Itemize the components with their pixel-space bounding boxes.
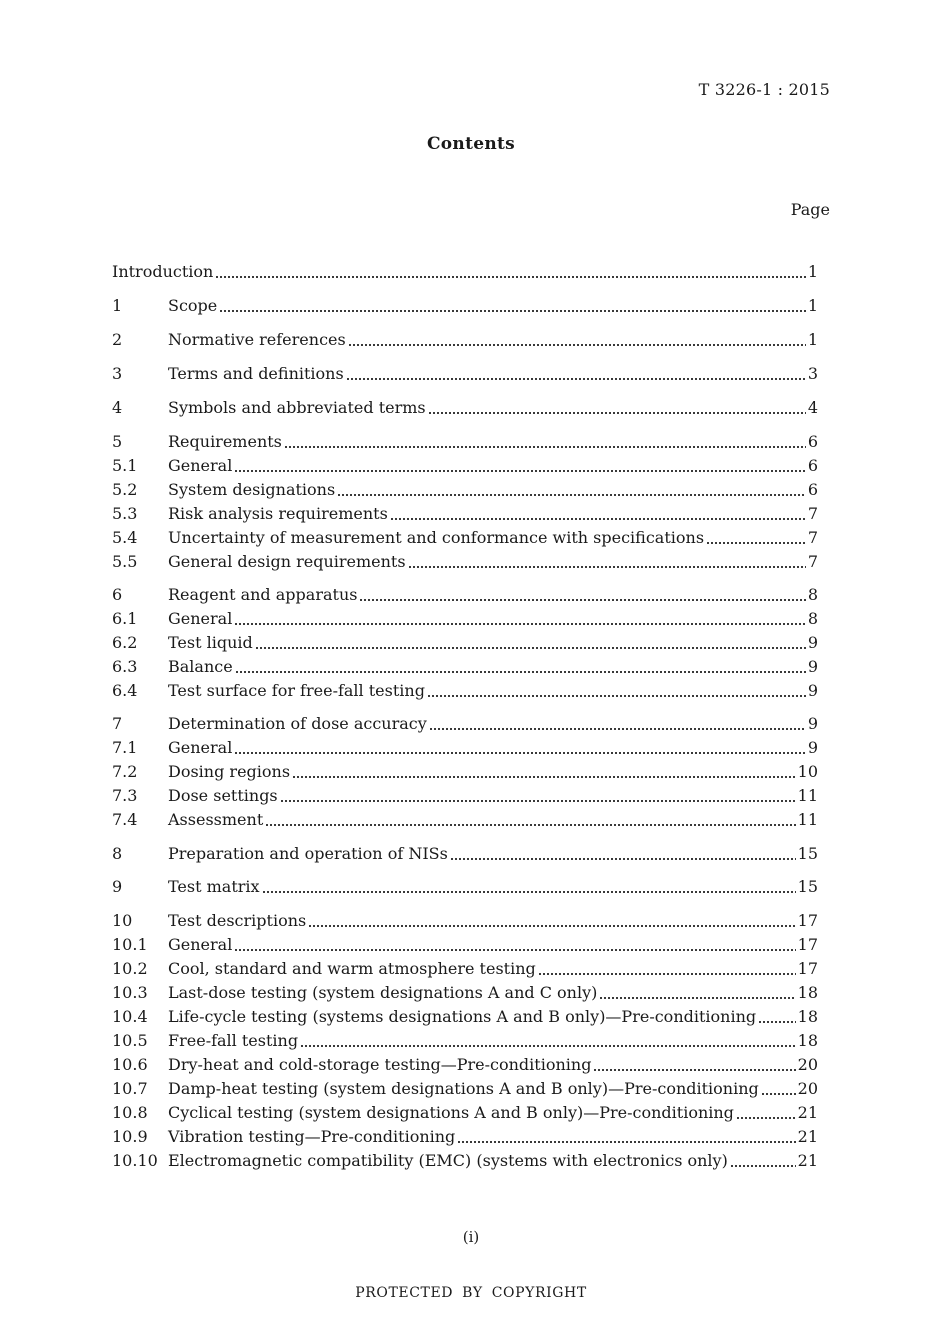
toc-entry[interactable] [112,363,818,385]
page-column-heading: Page [790,200,830,219]
toc-entry-title: General design requirements [168,552,406,571]
toc-section-number: 6.4 [112,681,138,700]
toc-entry[interactable] [112,737,818,759]
dot-leader [337,483,806,497]
dot-leader [736,1106,796,1120]
toc-section-number: 5.4 [112,528,138,547]
toc-entry-title: Uncertainty of measurement and conformance with specifications [168,528,705,547]
toc-entry-title: Symbols and abbreviated terms [168,398,426,417]
toc-section-number: 7.1 [112,738,138,757]
dot-leader [706,531,806,545]
toc-entry[interactable] [112,397,818,419]
toc-page-number: 18 [797,1007,818,1026]
toc-entry-title: System designations [168,480,336,499]
toc-entry-title: Test liquid [168,633,253,652]
toc-section-number: 10.8 [112,1103,148,1122]
toc-entry-title: Life-cycle testing (systems designations A and B only)—Pre-conditioning [168,1007,757,1026]
dot-leader [599,986,795,1000]
toc-entry-title: Test surface for free-fall testing [168,681,425,700]
toc-entry-title: General [168,738,233,757]
toc-entry[interactable] [112,479,818,501]
toc-entry[interactable] [112,455,818,477]
dot-leader [234,612,805,626]
toc-entry-title: General [168,456,233,475]
toc-entry-title: Dose settings [168,786,278,805]
toc-entry-title: Scope [168,296,218,315]
toc-page-number: 9 [807,738,818,757]
toc-entry[interactable] [112,1102,818,1124]
toc-entry-title: Reagent and apparatus [168,585,358,604]
dot-leader [262,880,796,894]
toc-entry-title: Dosing regions [168,762,291,781]
toc-entry[interactable] [112,910,818,932]
toc-entry-title: Electromagnetic compatibility (EMC) (systems with electronics only) [168,1151,728,1170]
toc-section-number: 5.3 [112,504,138,523]
toc-entry[interactable] [112,1150,818,1172]
toc-section-number: 10.2 [112,959,148,978]
dot-leader [284,435,806,449]
toc-entry-title: Normative references [168,330,346,349]
toc-entry[interactable] [112,958,818,980]
toc-section-number: 6.1 [112,609,138,628]
toc-section-number: 3 [112,364,123,383]
footer-page-number: (i) [462,1228,480,1246]
dot-leader [457,1130,795,1144]
toc-entry-title: Preparation and operation of NISs [168,844,448,863]
toc-entry[interactable] [112,632,818,654]
toc-entry-title: Last-dose testing (system designations A and C only) [168,983,598,1002]
toc-section-number: 10.4 [112,1007,148,1026]
dot-leader [346,367,806,381]
toc-section-number: 8 [112,844,123,863]
toc-page-number: 10 [797,762,818,781]
toc-entry[interactable] [112,680,818,702]
toc-section-number: 4 [112,398,123,417]
toc-section-number: 10.3 [112,983,148,1002]
toc-page-number: 21 [797,1127,818,1146]
toc-entry[interactable] [112,584,818,606]
dot-leader [730,1154,796,1168]
toc-section-number: 10.5 [112,1031,148,1050]
toc-section-number: 1 [112,296,123,315]
toc-entry[interactable] [112,982,818,1004]
toc-section-number: 6.2 [112,633,138,652]
dot-leader [234,741,805,755]
toc-page-number: 15 [797,844,818,863]
toc-section-number: 10.6 [112,1055,148,1074]
toc-page-number: 21 [797,1103,818,1122]
dot-leader [428,401,806,415]
dot-leader [300,1034,796,1048]
toc-page-number: 6 [807,480,818,499]
toc-entry-title: Vibration testing—Pre-conditioning [168,1127,456,1146]
toc-page-number: 7 [807,528,818,547]
toc-entry-title: Test matrix [168,877,260,896]
toc-entry[interactable] [112,551,818,573]
dot-leader [235,660,806,674]
toc-page-number: 20 [797,1055,818,1074]
dot-leader [408,555,806,569]
page-title: Contents [426,134,516,154]
toc-page-number: 17 [797,911,818,930]
toc-section-number: 5.5 [112,552,138,571]
toc-section-number: 7.3 [112,786,138,805]
toc-page-number: 4 [807,398,818,417]
toc-page-number: 1 [807,262,818,281]
toc-page-number: 8 [807,585,818,604]
toc-page-number: 6 [807,432,818,451]
toc-section-number: 10.1 [112,935,148,954]
toc-page-number: 1 [807,330,818,349]
standard-code: T 3226-1 : 2015 [698,80,830,99]
toc-entry[interactable] [112,527,818,549]
toc-entry[interactable] [112,608,818,630]
toc-entry[interactable] [112,785,818,807]
toc-entry[interactable] [112,1126,818,1148]
toc-section-number: 6 [112,585,123,604]
toc-entry[interactable] [112,295,818,317]
toc-entry-title: General [168,935,233,954]
toc-page-number: 20 [797,1079,818,1098]
toc-page-number: 8 [807,609,818,628]
toc-page-number: 9 [807,681,818,700]
dot-leader [427,684,806,698]
toc-entry[interactable] [112,809,818,831]
toc-page-number: 9 [807,657,818,676]
toc-entry-title: Terms and definitions [168,364,344,383]
dot-leader [219,299,806,313]
toc-section-number: 6.3 [112,657,138,676]
toc-section-number: 5.1 [112,456,138,475]
toc-page-number: 7 [807,552,818,571]
toc-section-number: 7.4 [112,810,138,829]
dot-leader [265,813,795,827]
toc-entry-title: Test descriptions [168,911,307,930]
dot-leader [215,265,805,279]
toc-entry-title: Risk analysis requirements [168,504,388,523]
toc-entry[interactable] [112,934,818,956]
toc-section-number: 10.10 [112,1151,158,1170]
toc-entry-title: Determination of dose accuracy [168,714,427,733]
dot-leader [758,1010,796,1024]
toc-page-number: 17 [797,959,818,978]
toc-entry-title: Introduction [112,262,214,281]
dot-leader [292,765,796,779]
toc-section-number: 7 [112,714,123,733]
toc-entry-title: Assessment [168,810,264,829]
toc-entry[interactable] [112,1006,818,1028]
dot-leader [359,588,805,602]
toc-entry[interactable] [112,656,818,678]
toc-entry[interactable] [112,503,818,525]
toc-section-number: 5 [112,432,123,451]
toc-entry-title: Cyclical testing (system designations A and B only)—Pre-conditioning [168,1103,734,1122]
dot-leader [390,507,806,521]
toc-entry[interactable] [112,329,818,351]
toc-entry[interactable] [112,843,818,865]
toc-entry-title: Dry-heat and cold-storage testing—Pre-conditioning [168,1055,592,1074]
toc-page-number: 18 [797,983,818,1002]
dot-leader [348,333,806,347]
dot-leader [234,938,795,952]
dot-leader [234,459,805,473]
toc-section-number: 10 [112,911,133,930]
toc-entry[interactable] [112,1030,818,1052]
toc-entry-introduction[interactable] [112,261,818,283]
toc-section-number: 9 [112,877,123,896]
copyright-notice: PROTECTED BY COPYRIGHT [355,1285,587,1301]
toc-entry[interactable] [112,713,818,735]
dot-leader [761,1082,796,1096]
dot-leader [538,962,796,976]
toc-page-number: 9 [807,633,818,652]
toc-section-number: 2 [112,330,123,349]
toc-section-number: 5.2 [112,480,138,499]
toc-entry[interactable] [112,431,818,453]
toc-entry-title: Free-fall testing [168,1031,299,1050]
dot-leader [280,789,796,803]
table-of-contents [112,0,818,1336]
toc-entry[interactable] [112,876,818,898]
toc-section-number: 10.9 [112,1127,148,1146]
toc-entry-title: Damp-heat testing (system designations A and B only)—Pre-conditioning [168,1079,759,1098]
toc-page-number: 18 [797,1031,818,1050]
toc-entry-title: General [168,609,233,628]
toc-entry-title: Cool, standard and warm atmosphere testing [168,959,536,978]
toc-entry-title: Balance [168,657,233,676]
toc-page-number: 15 [797,877,818,896]
toc-entry[interactable] [112,1078,818,1100]
dot-leader [429,717,806,731]
toc-page-number: 21 [797,1151,818,1170]
dot-leader [593,1058,795,1072]
toc-page-number: 7 [807,504,818,523]
toc-page-number: 1 [807,296,818,315]
toc-page-number: 3 [807,364,818,383]
toc-page-number: 11 [797,786,818,805]
toc-page-number: 6 [807,456,818,475]
toc-section-number: 7.2 [112,762,138,781]
toc-section-number: 10.7 [112,1079,148,1098]
toc-page-number: 9 [807,714,818,733]
toc-page-number: 11 [797,810,818,829]
toc-entry[interactable] [112,761,818,783]
toc-entry[interactable] [112,1054,818,1076]
toc-page-number: 17 [797,935,818,954]
dot-leader [450,847,796,861]
dot-leader [308,914,795,928]
toc-entry-title: Requirements [168,432,282,451]
dot-leader [255,636,806,650]
